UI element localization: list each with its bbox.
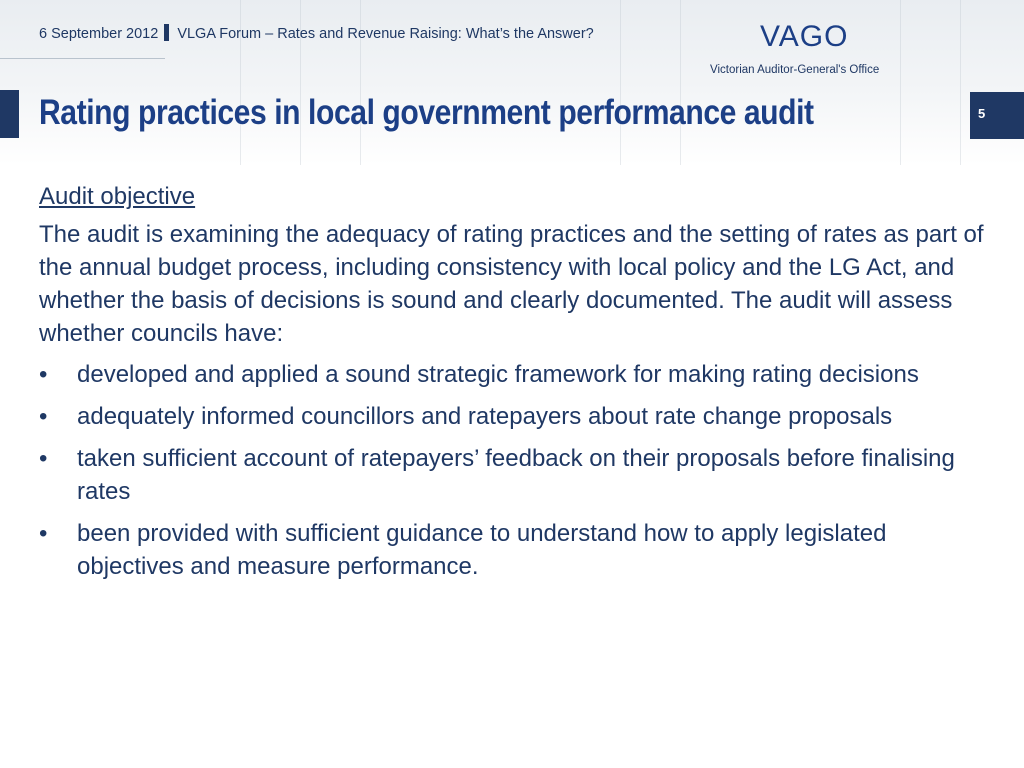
bullet-text: adequately informed councillors and ratepayers about rate change proposals [77, 403, 893, 430]
bullet-text: been provided with sufficient guidance to understand how to apply legislated objectives and measure performance. [77, 520, 887, 580]
list-item [39, 517, 989, 583]
background-column-line [960, 0, 961, 165]
background-column-line [680, 0, 681, 165]
page-number-badge [970, 92, 1024, 139]
bullet-text: developed and applied a sound strategic framework for making rating decisions [77, 361, 919, 388]
bullet-icon: • [39, 445, 48, 472]
header-date-line [39, 24, 594, 42]
background-column-line [900, 0, 901, 165]
page-number: 5 [978, 106, 986, 121]
logo-subtitle: Victorian Auditor-General's Office [710, 64, 880, 76]
title-accent-bar [0, 90, 19, 138]
header-event: VLGA Forum – Rates and Revenue Raising: What’s the Answer? [177, 26, 594, 42]
bullet-icon: • [39, 361, 48, 388]
bullet-text: taken sufficient account of ratepayers’ feedback on their proposals before finalising rates [77, 445, 955, 505]
bullet-icon: • [39, 403, 48, 430]
vago-logo: VAGO [760, 20, 849, 53]
list-item [39, 358, 989, 391]
bullet-icon: • [39, 520, 48, 547]
objective-paragraph: The audit is examining the adequacy of rating practices and the setting of rates as part of the annual budget process, including consistency with local policy and the LG Act, and whether the basis of decisions is sound and clearly documented. The audit will assess whether councils have: [39, 221, 984, 347]
section-heading: Audit objective [39, 183, 196, 210]
header-date: 6 September 2012 [39, 26, 159, 42]
slide-content [39, 180, 989, 592]
list-item [39, 442, 989, 508]
header-separator [164, 24, 169, 41]
list-item [39, 400, 989, 433]
header-rule [0, 58, 165, 59]
background-column-line [620, 0, 621, 165]
bullet-list [39, 358, 989, 583]
slide-title: Rating practices in local government performance audit [39, 93, 814, 132]
